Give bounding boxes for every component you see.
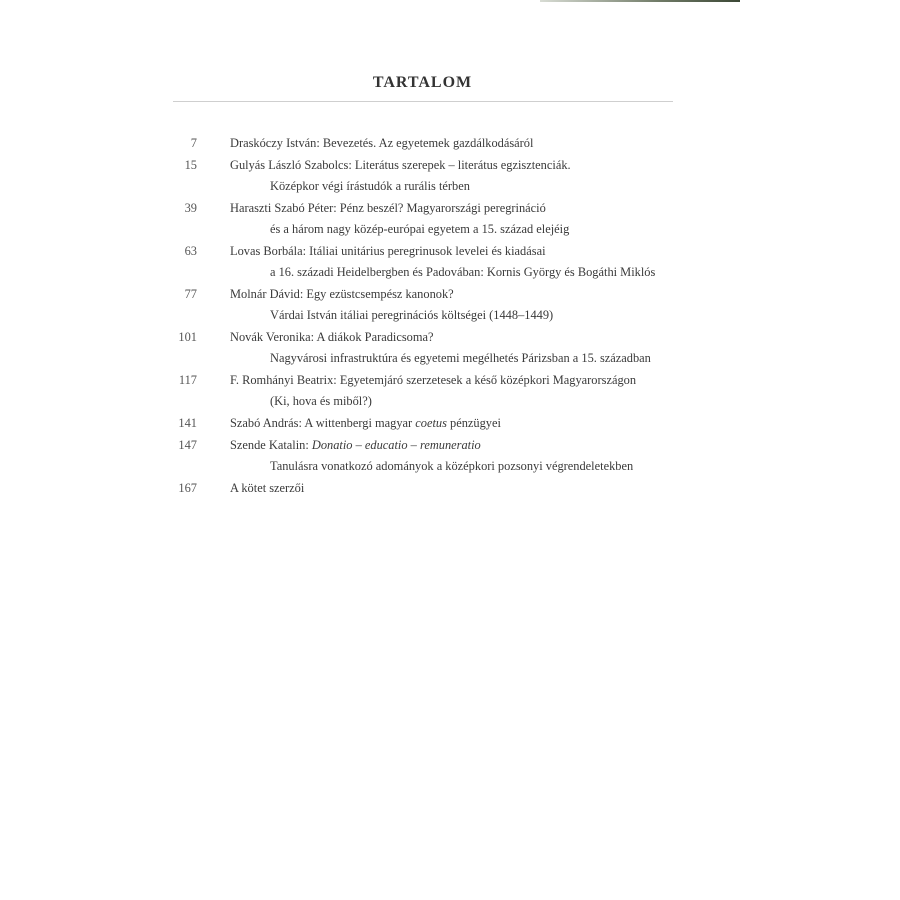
toc-entry-title: Molnár Dávid: Egy ezüstcsempész kanonok? — [230, 287, 454, 301]
toc-page-number: 39 — [184, 201, 197, 215]
toc-entry-subtitle: (Ki, hova és miből?) — [270, 394, 372, 408]
toc-page-number: 167 — [178, 481, 197, 495]
toc-entry-subtitle: Középkor végi írástudók a rurális térben — [270, 179, 470, 193]
toc-entry-title-text: pénzügyei — [446, 416, 501, 430]
toc-page-number: 63 — [184, 244, 197, 258]
table-of-contents — [150, 133, 710, 499]
toc-entry-subtitle: és a három nagy közép-európai egyetem a 15. század elejéig — [270, 222, 570, 236]
toc-entry-title: A kötet szerzői — [230, 481, 305, 495]
toc-page-number: 117 — [178, 373, 197, 387]
toc-entry — [150, 327, 710, 369]
toc-entry-title: F. Romhányi Beatrix: Egyetemjáró szerzetesek a késő középkori Magyarországon — [230, 373, 637, 387]
toc-entry — [150, 133, 710, 154]
toc-entry-title — [230, 413, 710, 434]
toc-entry — [150, 241, 710, 283]
toc-entry-title: Draskóczy István: Bevezetés. Az egyetemek gazdálkodásáról — [230, 136, 534, 150]
toc-entry-title: Gulyás László Szabolcs: Literátus szerepek – literátus egzisztenciák. — [230, 158, 571, 172]
toc-entry-subtitle: Nagyvárosi infrastruktúra és egyetemi megélhetés Párizsban a 15. században — [270, 351, 651, 365]
toc-entry — [150, 435, 710, 477]
toc-entry — [150, 284, 710, 326]
toc-page-number: 147 — [178, 438, 197, 452]
toc-entry-title: Novák Veronika: A diákok Paradicsoma? — [230, 330, 434, 344]
toc-entry-title: Lovas Borbála: Itáliai unitárius peregrinusok levelei és kiadásai — [230, 244, 546, 258]
toc-page-number: 141 — [178, 416, 197, 430]
toc-entry-subtitle: a 16. századi Heidelbergben és Padovában: Kornis György és Bogáthi Miklós — [270, 265, 656, 279]
toc-entry — [150, 155, 710, 197]
toc-page-number: 7 — [190, 136, 197, 150]
toc-entry-subtitle: Várdai István itáliai peregrinációs költségei (1448–1449) — [270, 308, 554, 322]
toc-entry — [150, 370, 710, 412]
toc-entry-subtitle: Tanulásra vonatkozó adományok a középkori pozsonyi végrendeletekben — [270, 459, 634, 473]
page-title: TARTALOM — [372, 74, 473, 91]
title-divider — [173, 101, 673, 102]
toc-entry-title — [230, 435, 710, 456]
toc-entry-title-text: Szende Katalin: — [230, 438, 312, 452]
toc-entry — [150, 413, 710, 434]
toc-page-number: 101 — [178, 330, 197, 344]
toc-entry-title-text: Szabó András: A wittenbergi magyar — [230, 416, 416, 430]
toc-entry-title-italic: Donatio – educatio – remuneratio — [311, 438, 481, 452]
toc-entry-title: Haraszti Szabó Péter: Pénz beszél? Magyarországi peregrináció — [230, 201, 546, 215]
toc-entry — [150, 198, 710, 240]
toc-entry-title-italic: coetus — [415, 416, 447, 430]
toc-page-number: 77 — [184, 287, 197, 301]
toc-page-number: 15 — [184, 158, 197, 172]
cover-edge-strip — [540, 0, 740, 2]
toc-entry — [150, 478, 710, 499]
